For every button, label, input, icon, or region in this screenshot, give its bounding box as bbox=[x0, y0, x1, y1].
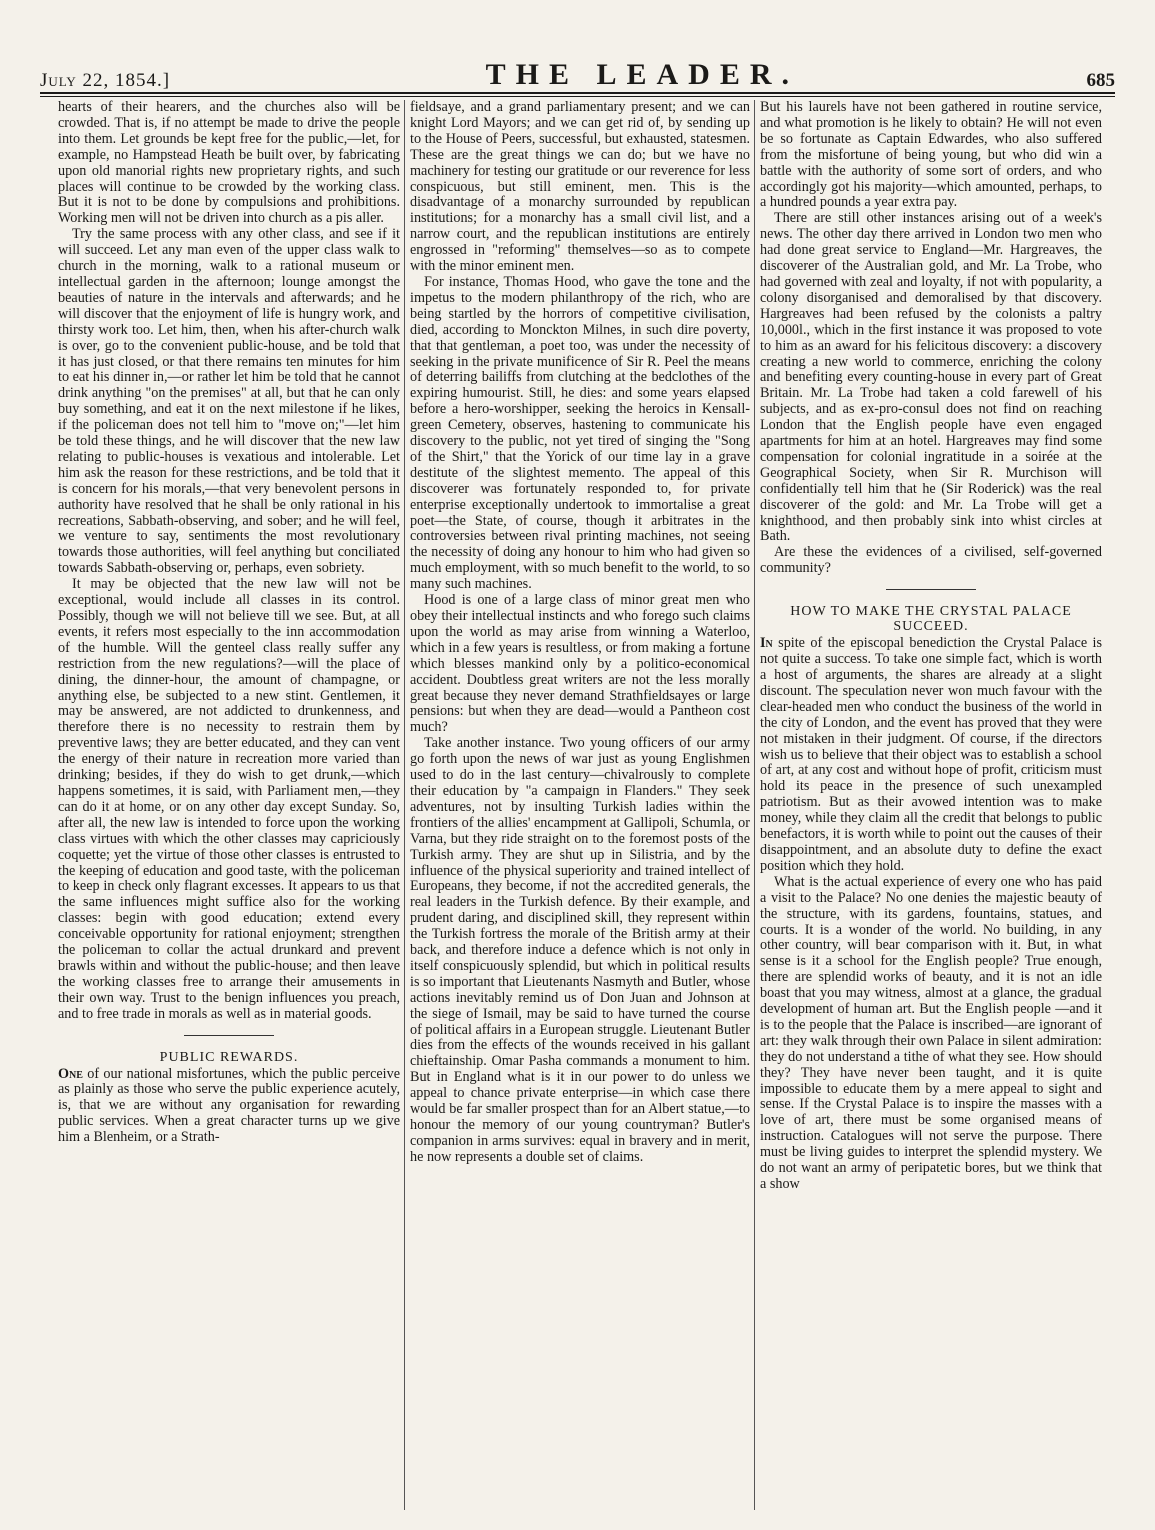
paragraph: fieldsaye, and a grand parliamentary present; and we can knight Lord Mayors; and we can get rid of, by sending up to the House of Peers, successful, but exhausted, statesmen. These are the great things we can do; but we have no machinery for testing our gratitude or our reverence for less conspicuous, but still eminent, men. This is the disadvantage of a monarchy surrounded by republican institutions; for a monarchy has a small civil list, and a narrow court, and the republican institutions are entirely engrossed in "reforming" themselves—so as to compete with the minor eminent men. bbox=[410, 100, 750, 275]
column-3 bbox=[760, 100, 1102, 1510]
paragraph: It may be objected that the new law will not be exceptional, would include all classes in its control. Possibly, though we will not believe till we see. But, at all events, it refers most especially to the inn accommodation of the humble. Will the genteel class really suffer any restriction from the new regulations?—will the place of dining, the dinner-hour, the amount of champagne, or anything else, be subjected to a new stint. Gentlemen, it may be answered, are not addicted to drunkenness, and therefore there is no necessity to restrain them by preventive laws; they are better educated, and they can vent the energy of their nature in recreation more varied than drinking; besides, if they do wish to get drunk,—which happens sometimes, it is said, with Parliament men,—they can do it at home, or on any other day except Sunday. So, after all, the new law is intended to force upon the working class virtues with which the other classes may capriciously coquette; yet the virtue of those other classes is entrusted to the keeping of education and good taste, with the policeman to keep in check only flagrant excesses. It appears to us that the same influences might suffice also for the working classes: begin with good education; extend every conceivable opportunity for rational enjoyment; strengthen the policeman to collar the actual drunkard and prevent brawls within and without the public-house; and then leave the working classes free to arrange their amusements in their own way. Trust to the benign influences you preach, and to free trade in morals as well as in material goods. bbox=[58, 576, 400, 1022]
paragraph bbox=[58, 1067, 400, 1147]
header-rule bbox=[40, 92, 1115, 94]
paragraph bbox=[760, 636, 1102, 875]
issue-date: July 22, 1854.] bbox=[40, 70, 171, 91]
section-divider bbox=[886, 589, 976, 590]
page-number: 685 bbox=[1086, 70, 1115, 91]
paragraph: Take another instance. Two young officers of our army go forth upon the news of war just as young Englishmen used to do in the last century—chivalrously to complete their education by "a campaign in Flanders." They seek adventures, not by insulting Turkish ladies within the frontiers of the allies' encampment at Gallipoli, Schumla, or Varna, but they ride straight on to the foremost posts of the Turkish army. They are shut up in Silistria, and by the influence of the physical superiority and trained intellect of Europeans, they become, if not the accredited generals, the real leaders in the Turkish defence. By their example, and prudent daring, and disciplined skill, they represent within the Turkish fortress the morale of the British army at their back, and therefore induce a defence which is not only in itself conspicuously splendid, but which in political results is so important that Lieutenants Nasmyth and Butler, whose actions inevitably remind us of Don Juan and Johnson at the siege of Ismail, may be said to have turned the course of political affairs in a European struggle. Lieutenant Butler dies from the effects of the wounds received in his gallant chieftainship. Omar Pasha commands a monument to him. But in England what is it in our power to do unless we appeal to chance private enterprise—in which case there would be far smaller prospect than for an Albert statue,—to honour the memory of our young countryman? Butler's companion in arms survives: equal in bravery and in merit, he now represents a double set of claims. bbox=[410, 735, 750, 1165]
lead-word: In bbox=[760, 635, 773, 652]
section-heading-public-rewards: PUBLIC REWARDS. bbox=[159, 1049, 299, 1065]
paragraph: But his laurels have not been gathered in routine service, and what promotion is he likely to obtain? He will not even be so fortunate as Captain Edwardes, who also suffered from the misfortune of being young, but who did win a battle with the authority of some sort of orders, and who accordingly got his majority—which amounted, perhaps, to a hundred pounds a year extra pay. bbox=[760, 100, 1102, 211]
column-divider bbox=[404, 100, 405, 1510]
column-divider bbox=[754, 100, 755, 1510]
section-divider bbox=[184, 1035, 274, 1036]
paragraph-text: of our national misfortunes, which the public perceive as plainly as those who serve the public experience acutely, is, that we are without any organisation for rewarding public services. When a great character turns up we give him a Blenheim, or a Strath- bbox=[58, 1065, 400, 1146]
column-2 bbox=[410, 100, 750, 1510]
paragraph: Try the same process with any other class, and see if it will succeed. Let any man even of the upper class walk to church in the morning, walk to a rational museum or intellectual garden in the afternoon; lounge amongst the beauties of nature in the intervals and afterwards; and he will discover that the enjoyment of life is hungry work, and thirsty work too. Let him, then, when his after-church walk is over, go to the convenient public-house, and be told that it has just closed, or that there remains ten minutes for him to eat his dinner in,—or rather let him be told that he cannot drink anything "on the premises" at all, but that he can only buy something, and eat it on the next milestone if he likes, if the policeman does not tell him to "move on;"—let him be told these things, and he will discover that the new law relating to public-houses is vexatious and intolerable. Let him ask the reason for these restrictions, and be told that it is concern for his morals,—that very benevolent persons in authority have resolved that he shall be only rational in his recreations, Sabbath-observing, and sober; and he will feel, we venture to say, sentiments the most revolutionary towards those authorities, will feel anything but conciliated towards Sabbath-observing or, perhaps, even sobriety. bbox=[58, 226, 400, 577]
paragraph: There are still other instances arising out of a week's news. The other day there arrived in London two men who had done great service to England—Mr. Hargreaves, the discoverer of the Australian gold, and Mr. La Trobe, who had governed with zeal and loyalty, if not with popularity, a colony disorganised and demoralised by that discovery. Hargreaves had been refused by the colonists a paltry 10,000l., which in the first instance it was proposed to vote to him as an award for his felicitous discovery: a discovery creating a new world to commerce, enriching the colony and benefiting every counting-house in every part of Great Britain. Mr. La Trobe had taken a cold farewell of his subjects, and as ex-pro-consul does not find on reaching London that the English people have even engaged apartments for him at an hotel. Hargreaves may find some compensation for colonial ingratitude in a soirée at the Geographical Society, when Sir R. Murchison will confidentially tell him that he (Sir Roderick) was the real discoverer of the gold: and Mr. La Trobe will get a knighthood, and then probably sink into whist circles at Bath. bbox=[760, 210, 1102, 545]
paragraph: hearts of their hearers, and the churches also will be crowded. That is, if no attempt be made to drive the people into them. Let grounds be kept free for the public,—let, for example, no Hampstead Heath be built over, by fabricating upon old manorial rights new proprietary rights, and such places will continue to be crowded by the working class. But it is not to be done by compulsions and prohibitions. Working men will not be driven into church as a pis aller. bbox=[58, 100, 400, 227]
paragraph: For instance, Thomas Hood, who gave the tone and the impetus to the modern philanthropy of the rich, who are being startled by the horrors of competitive civilisation, died, according to Monckton Milnes, in such dire poverty, that that gentleman, a poet too, was under the necessity of seeking in the private munificence of Sir R. Peel the means of deterring bailiffs from clutching at the bedclothes of the expiring humourist. Still, he dies: and some years elapsed before a hero-worshipper, seeking the heroics in Kensall-green Cemetery, observes, hastening to communicate his discovery to the public, not yet tired of singing the "Song of the Shirt," that the Yorick of our time lay in a grave destitute of the slightest memento. The appeal of this discoverer was fortunately responded to, for private enterprise exceptionally undertook to immortalise a great poet—the State, of course, though it arbitrates in the controversies between rival printing machines, not seeing the necessity of doing any honour to him who had given so much employment, with so much benefit to the world, to so many such machines. bbox=[410, 273, 750, 593]
paragraph: Are these the evidences of a civilised, self-governed community? bbox=[760, 544, 1102, 577]
lead-word: One bbox=[58, 1065, 83, 1082]
paragraph: Hood is one of a large class of minor great men who obey their intellectual instincts and who forego such claims upon the world as may arise from winning a Waterloo, which in a few years is resultless, or from making a fortune which blesses mankind only by a politico-economical accident. Doubtless great writers are not the less morally great because they never demand Strathfieldsayes or large pensions: but when they are dead—would a Pantheon cost much? bbox=[410, 592, 750, 736]
column-1 bbox=[58, 100, 400, 1510]
header-rule-thin bbox=[40, 96, 1115, 97]
paragraph-text: spite of the episcopal benediction the Crystal Palace is not quite a success. To take one simple fact, which is worth a host of arguments, the shares are already at a slight discount. The speculation never won much favour with the clear-headed men who conduct the business of the world in the city of London, and the event has proved that they were not mistaken in their judgment. Of course, if the directors wish us to believe that their object was to establish a school of art, at any cost and without hope of profit, criticism must hold its peace in the presence of such unexampled patriotism. But as their avowed intention was to make money, while they claim all the credit that belongs to public benefactors, it is worth while to point out the causes of their disappointment, and an absolute duty to define the exact position which they hold. bbox=[760, 635, 1102, 874]
masthead-title: THE LEADER. bbox=[485, 58, 800, 91]
page-header bbox=[40, 52, 1115, 92]
section-heading-crystal-palace: HOW TO MAKE THE CRYSTAL PALACE SUCCEED. bbox=[790, 604, 1072, 635]
paragraph: What is the actual experience of every one who has paid a visit to the Palace? No one denies the majestic beauty of the structure, with its gardens, fountains, statues, and courts. It is a wonder of the world. No building, in any other country, will bear comparison with it. But, in what sense is it a school for the English people? True enough, there are splendid works of beauty, and it is not an idle boast that you may witness, almost at a glance, the gradual development of human art. But the English people —and it is to the people that the Palace is inscribed—are ignorant of art: they walk through their own Palace in silent admiration: they do not understand a tithe of what they see. How should they? They have never been taught, and it is quite impossible to educate them by a mere appeal to sight and sense. If the Crystal Palace is to inspire the masses with a love of art, there must be some organised means of instruction. Catalogues will not serve the purpose. There must be living guides to interpret the splendid mystery. We do not want an army of peripatetic bores, but we think that a show bbox=[760, 873, 1102, 1192]
